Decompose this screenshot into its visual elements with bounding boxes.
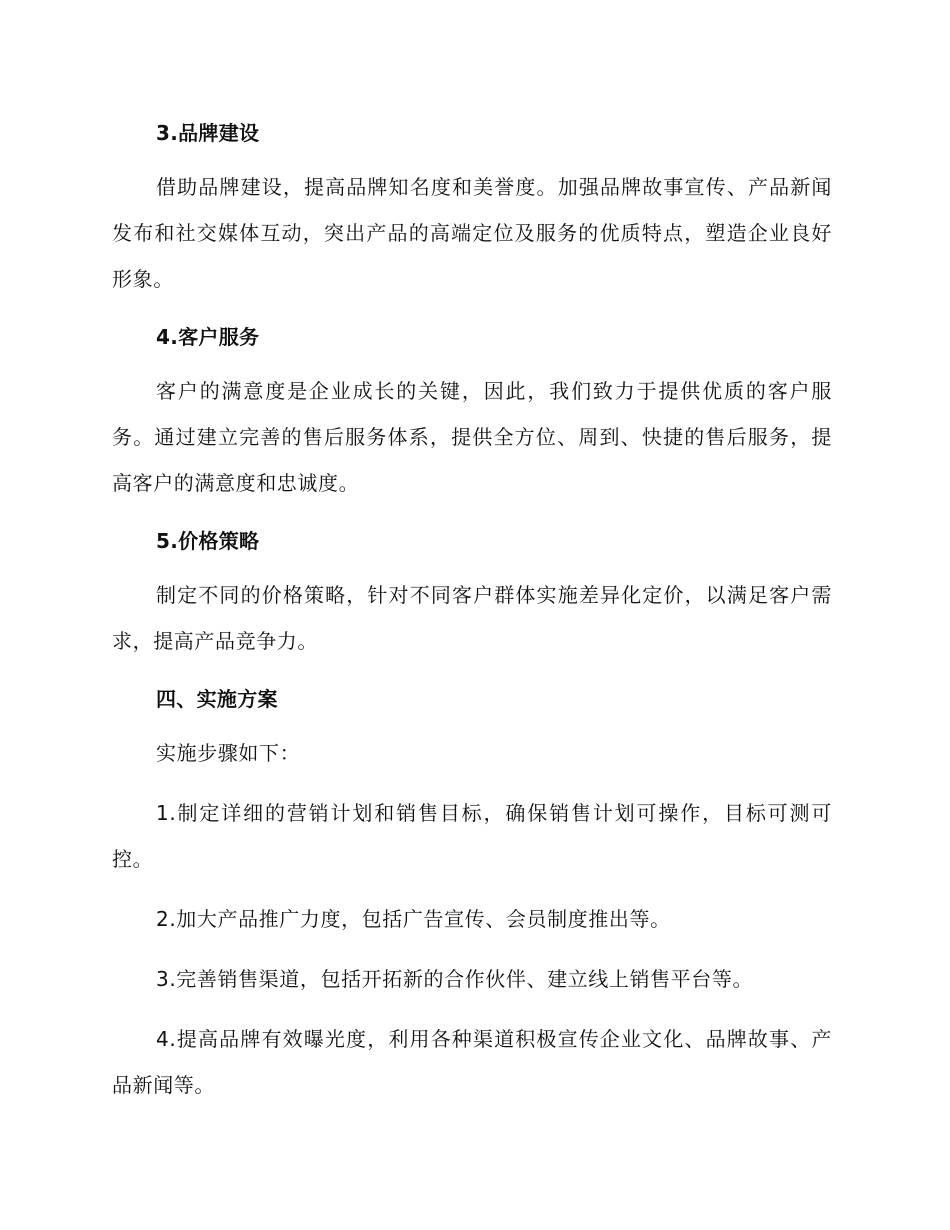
- paragraph-brand: 借助品牌建设，提高品牌知名度和美誉度。加强品牌故事宣传、产品新闻发布和社交媒体互动，突出产品的高端定位及服务的优质特点，塑造企业良好形象。: [112, 175, 832, 291]
- paragraph-steps-intro: 实施步骤如下：: [156, 741, 301, 765]
- paragraph-step-1: 1.制定详细的营销计划和销售目标，确保销售计划可操作，目标可测可控。: [112, 801, 832, 871]
- section-heading-implementation: 四、实施方案: [156, 687, 278, 711]
- paragraph-customer-service: 客户的满意度是企业成长的关键，因此，我们致力于提供优质的客户服务。通过建立完善的售后服务体系，提供全方位、周到、快捷的售后服务，提高客户的满意度和忠诚度。: [112, 379, 832, 495]
- section-heading-pricing: 5.价格策略: [156, 529, 260, 553]
- section-heading-customer-service: 4.客户服务: [156, 325, 260, 349]
- section-heading-brand: 3.品牌建设: [156, 121, 260, 145]
- paragraph-step-3: 3.完善销售渠道，包括开拓新的合作伙伴、建立线上销售平台等。: [156, 967, 754, 991]
- paragraph-step-4: 4.提高品牌有效曝光度，利用各种渠道积极宣传企业文化、品牌故事、产品新闻等。: [112, 1027, 832, 1097]
- paragraph-pricing: 制定不同的价格策略，针对不同客户群体实施差异化定价，以满足客户需求，提高产品竞争力。: [112, 583, 832, 653]
- document-body: [112, 110, 832, 1122]
- paragraph-step-2: 2.加大产品推广力度，包括广告宣传、会员制度推出等。: [156, 907, 671, 931]
